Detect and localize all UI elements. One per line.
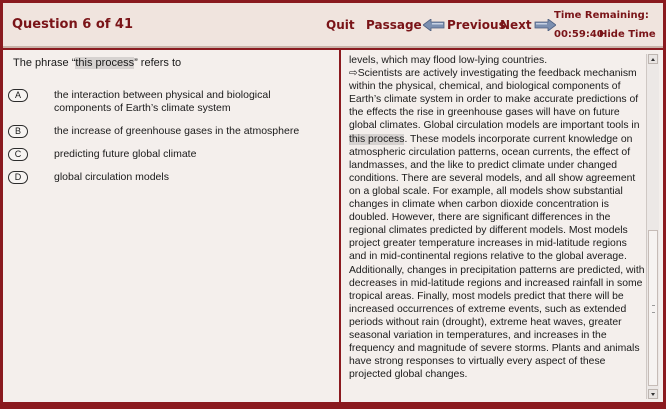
stem-prefix: The phrase “ bbox=[13, 57, 76, 69]
next-label: Next bbox=[500, 18, 532, 32]
scroll-thumb[interactable] bbox=[648, 230, 658, 386]
passage-scrollbar[interactable] bbox=[646, 54, 659, 399]
choice-b-letter[interactable]: B bbox=[8, 125, 28, 138]
stem-suffix: ” refers to bbox=[134, 57, 182, 69]
passage-label: Passage bbox=[366, 18, 422, 32]
time-value: 00:59:40 bbox=[554, 29, 604, 40]
question-counter: Question 6 of 41 bbox=[12, 17, 134, 32]
choice-d-text: global circulation models bbox=[54, 171, 169, 183]
bottom-border bbox=[3, 402, 663, 406]
choice-a-letter[interactable]: A bbox=[8, 89, 28, 102]
toolbar bbox=[3, 3, 663, 48]
passage-paragraph bbox=[349, 67, 645, 381]
triangle-up-icon bbox=[651, 58, 655, 61]
next-button[interactable] bbox=[500, 17, 556, 33]
arrow-left-icon bbox=[423, 19, 445, 31]
paragraph-arrow-icon: ⇨ bbox=[349, 68, 358, 80]
passage-highlight: this process bbox=[349, 133, 405, 145]
time-remaining-label: Time Remaining: bbox=[554, 10, 649, 21]
paragraph-after-highlight: . These models incorporate current knowledge on atmospheric circulation patterns, ocean currents, the effect of landmasses, and the like to predict climate under changed conditions. There are several models, and all show agreement on a global scale. For example, all models show substantial changes in climate when carbon dioxide concentration is doubled. However, there are significant differences in the regional climates predicted by different models. Most models project greater temperature increases in mid-latitude regions and in mid-continental regions relative to the global average. Additionally, changes in precipitation patterns are predicted, with decreases in mid-latitude regions and increased rainfall in some tropical areas. Finally, most models predict that there will be increased occurrences of extreme events, such as extended periods without rain (drought), extreme heat waves, greater seasonal variation in temperatures, and increases in the frequency and magnitude of severe storms. Plants and animals have strong responses to virtually every aspect of these projected global changes. bbox=[349, 133, 645, 381]
paragraph-before-highlight: Scientists are actively investigating the feedback mechanism within the physical, chemical, and biological components of Earth’s climate system in order to make accurate predictions of the effects the rise in greenhouse gases will have on future global climates. Global circulation models are important tools in bbox=[349, 68, 640, 132]
previous-button[interactable] bbox=[423, 17, 506, 33]
quit-button[interactable] bbox=[326, 17, 355, 33]
hide-time-button[interactable]: Hide Time bbox=[599, 29, 656, 40]
content-area bbox=[3, 50, 663, 402]
passage-pane bbox=[344, 50, 646, 402]
question-pane bbox=[3, 50, 339, 402]
passage-text bbox=[349, 54, 645, 381]
question-stem bbox=[13, 57, 181, 69]
choice-b-text: the increase of greenhouse gases in the atmosphere bbox=[54, 125, 300, 137]
pane-divider bbox=[339, 50, 341, 402]
scroll-down-button[interactable] bbox=[648, 389, 658, 399]
choice-c-letter[interactable]: C bbox=[8, 148, 28, 161]
arrow-right-icon bbox=[534, 19, 556, 31]
quit-label: Quit bbox=[326, 18, 355, 32]
choice-a-text: the interaction between physical and biological components of Earth’s climate system bbox=[54, 89, 271, 114]
passage-button[interactable] bbox=[366, 17, 422, 33]
passage-line-top: levels, which may flood low-lying countries. bbox=[349, 55, 548, 66]
choice-d-letter[interactable]: D bbox=[8, 171, 28, 184]
scroll-up-button[interactable] bbox=[648, 54, 658, 64]
grip-icon bbox=[652, 305, 655, 313]
stem-highlight: this process bbox=[75, 57, 135, 69]
previous-label: Previous bbox=[447, 18, 506, 32]
triangle-down-icon bbox=[651, 393, 655, 396]
choice-c-text: predicting future global climate bbox=[54, 148, 197, 160]
